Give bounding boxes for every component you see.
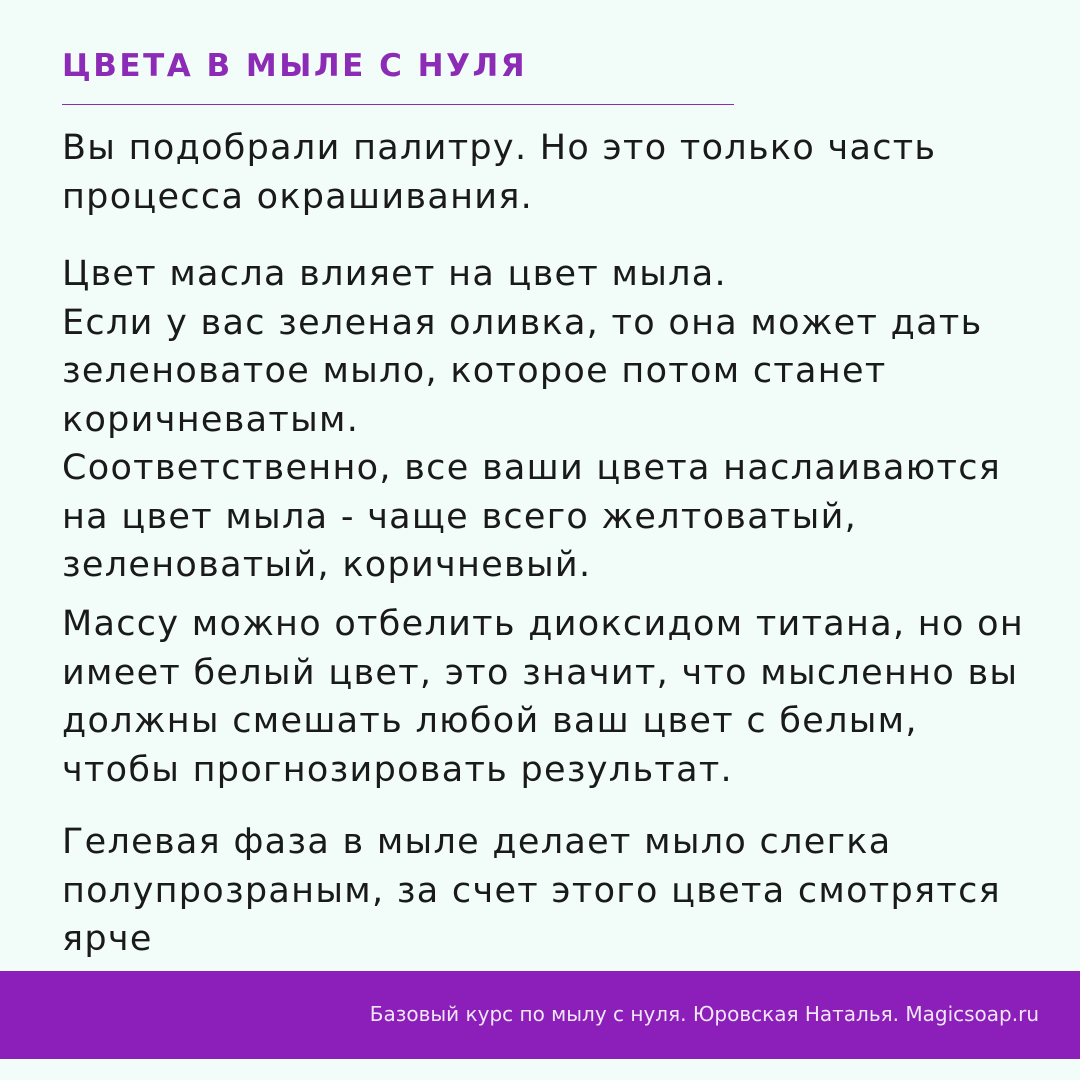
text-line: должны смешать любой ваш цвет с белым,: [62, 701, 918, 741]
text-line: коричневатым.: [62, 399, 360, 440]
text-line: чтобы прогнозировать результат.: [62, 749, 733, 790]
text-line: зеленоватый, коричневый.: [62, 545, 592, 585]
text-line: полупрозраным, за счет этого цвета смотрятся: [62, 870, 1001, 911]
text-line: имеет белый цвет, это значит, что мысленно вы: [62, 652, 1019, 693]
text-line: Если у вас зеленая оливка, то она может дать: [62, 302, 983, 343]
footer-credits: Базовый курс по мылу с нуля. Юровская Наталья. Magicsoap.ru: [369, 1002, 1039, 1026]
paragraph-gel-phase: [62, 818, 1052, 964]
text-line: ярче: [62, 919, 153, 959]
text-line: Цвет масла влияет на цвет мыла.: [62, 254, 727, 294]
paragraph-oil-color: [62, 250, 1052, 590]
paragraph-palette: [62, 124, 1052, 221]
text-line: Вы подобрали палитру. Но это только часть: [62, 128, 937, 168]
text-line: Гелевая фаза в мыле делает мыло слегка: [62, 822, 892, 862]
title-divider: [62, 104, 734, 105]
paragraph-titanium-dioxide: [62, 600, 1052, 794]
page-title: ЦВЕТА В МЫЛЕ С НУЛЯ: [62, 48, 528, 84]
text-line: Массу можно отбелить диоксидом титана, но он: [62, 604, 1025, 644]
text-line: Соответственно, все ваши цвета наслаиваются: [62, 448, 1002, 488]
text-line: процесса окрашивания.: [62, 176, 534, 217]
footer-bar: [0, 971, 1080, 1059]
text-line: зеленоватое мыло, которое потом станет: [62, 351, 887, 391]
text-line: на цвет мыла - чаще всего желтоватый,: [62, 496, 858, 537]
